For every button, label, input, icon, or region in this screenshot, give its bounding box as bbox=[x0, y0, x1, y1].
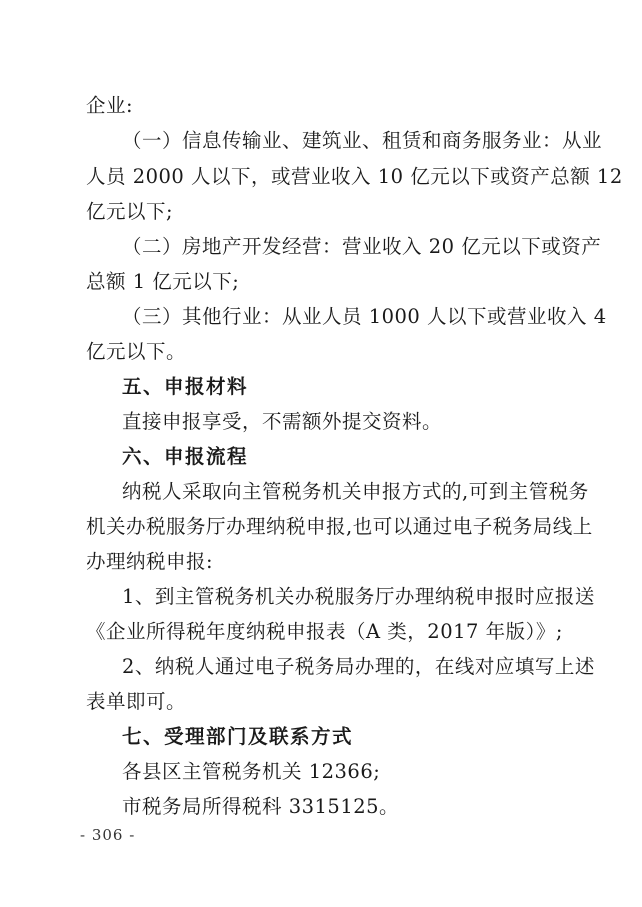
text-line-contact-county: 各县区主管税务机关 12366; bbox=[122, 760, 381, 783]
text-line-industry-2: （二）房地产开发经营：营业收入 20 亿元以下或资产 bbox=[122, 235, 602, 258]
text-line-process-1: 纳税人采取向主管税务机关申报方式的,可到主管税务 bbox=[122, 480, 589, 503]
section-heading-materials: 五、申报材料 bbox=[122, 375, 249, 398]
text-line-step-1: 1、到主管税务机关办税服务厅办理纳税申报时应报送 bbox=[122, 585, 595, 608]
section-heading-process: 六、申报流程 bbox=[122, 445, 249, 468]
text-line-industry-2-end: 总额 1 亿元以下; bbox=[86, 270, 240, 293]
text-line-contact-city: 市税务局所得税科 3315125。 bbox=[122, 795, 400, 818]
text-line-industry-1-cont: 人员 2000 人以下，或营业收入 10 亿元以下或资产总额 12 bbox=[86, 165, 623, 188]
text-line-step-1-form: 《企业所得税年度纳税申报表（A 类，2017 年版）》; bbox=[86, 620, 563, 643]
text-line-process-2: 机关办税服务厅办理纳税申报,也可以通过电子税务局线上 bbox=[86, 515, 593, 538]
page-number: - 306 - bbox=[80, 826, 136, 844]
text-line-industry-3-end: 亿元以下。 bbox=[86, 340, 187, 363]
section-heading-contact: 七、受理部门及联系方式 bbox=[122, 725, 354, 748]
text-line-industry-1: （一）信息传输业、建筑业、租赁和商务服务业：从业 bbox=[122, 129, 603, 152]
text-line-materials: 直接申报享受，不需额外提交资料。 bbox=[122, 410, 443, 433]
text-line-industry-3: （三）其他行业：从业人员 1000 人以下或营业收入 4 bbox=[122, 305, 607, 328]
text-line-process-3: 办理纳税申报: bbox=[86, 550, 214, 573]
text-line-step-2: 2、纳税人通过电子税务局办理的，在线对应填写上述 bbox=[122, 655, 595, 678]
text-line-step-2-end: 表单即可。 bbox=[86, 690, 187, 713]
text-line-continuation: 企业: bbox=[86, 94, 134, 117]
text-line-industry-1-end: 亿元以下; bbox=[86, 200, 174, 223]
